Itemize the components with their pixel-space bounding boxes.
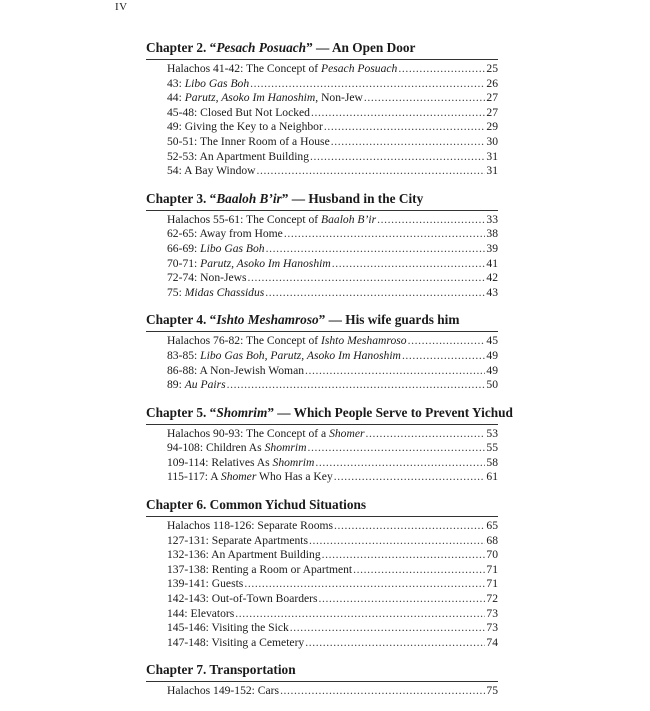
page-number: IV <box>115 1 128 13</box>
chapter-title-it: Pesach Posuach <box>216 40 307 55</box>
chapter-title-pre: Chapter 3. “ <box>146 190 217 206</box>
dot-leader <box>310 150 485 165</box>
dot-leader <box>227 378 486 393</box>
toc-entry-label <box>167 271 247 286</box>
dot-leader <box>248 271 486 286</box>
toc-entry-label <box>167 77 249 92</box>
toc-entry[interactable] <box>167 621 498 636</box>
dot-leader <box>311 106 485 121</box>
dot-leader <box>334 519 485 534</box>
toc-entry-label-pre: 44: <box>167 91 185 105</box>
toc-entry-label <box>167 456 314 471</box>
toc-page-number: 41 <box>486 256 498 270</box>
toc-entry[interactable] <box>167 227 498 242</box>
toc-page-number: 73 <box>486 606 498 620</box>
chapter-title-it: Ishto Meshamroso <box>216 312 319 328</box>
toc-entry[interactable] <box>167 349 498 364</box>
toc-page-number: 42 <box>486 271 498 285</box>
chapter-section <box>146 662 498 699</box>
toc-entry-label-it: Parutz, Asoko Im Hanoshim <box>200 256 331 270</box>
toc-entry-label-it: Shomer <box>329 426 365 440</box>
toc-entry-label <box>167 213 376 228</box>
toc-entry[interactable] <box>167 607 498 622</box>
toc-entry-label-it: Shomrim <box>272 455 315 469</box>
toc-entry[interactable] <box>167 91 498 106</box>
toc-entry-label-pre: 132-136: An Apartment Building <box>167 548 321 562</box>
dot-leader <box>235 607 485 622</box>
dot-leader <box>332 257 486 272</box>
toc-page-number: 30 <box>486 134 498 148</box>
chapter-title <box>146 40 498 60</box>
dot-leader <box>250 77 485 92</box>
toc-entry[interactable] <box>167 592 498 607</box>
toc-entry-label-pre: 49: Giving the Key to a Neighbor <box>167 120 323 134</box>
toc-entry[interactable] <box>167 150 498 165</box>
toc-page-number: 53 <box>486 426 498 440</box>
toc-page-number: 27 <box>486 105 498 119</box>
toc-entry[interactable] <box>167 364 498 379</box>
toc-entry[interactable] <box>167 62 498 77</box>
toc-page-number: 73 <box>486 621 498 635</box>
toc-entry-label-pre: 75: <box>167 285 185 299</box>
dot-leader <box>315 456 485 471</box>
toc-entry[interactable] <box>167 135 498 150</box>
toc-entry-label-pre: Halachos 149-152: Cars <box>167 684 280 698</box>
toc-entry-label-pre: Halachos 118-126: Separate Rooms <box>167 519 334 533</box>
dot-leader <box>322 548 486 563</box>
toc-page-number: 33 <box>486 212 498 226</box>
dot-leader <box>365 427 485 442</box>
toc-entry-label <box>167 534 308 549</box>
toc-entry-label-it: Libo Gas Boh <box>184 76 250 90</box>
chapter-title-post: ” — Husband in the City <box>281 190 424 206</box>
toc-entry[interactable] <box>167 106 498 121</box>
toc-entry-label <box>167 135 330 150</box>
toc-entry[interactable] <box>167 684 498 699</box>
chapter-section <box>146 40 498 179</box>
toc-entry-label <box>167 164 256 179</box>
toc-page-number: 29 <box>486 120 498 134</box>
dot-leader <box>398 62 485 77</box>
toc-page-number: 61 <box>486 470 498 484</box>
dot-leader <box>284 227 486 242</box>
toc-entry-label-post: Who Has a Key <box>256 470 333 484</box>
toc-entry-label-pre: 62-65: Away from Home <box>167 227 283 241</box>
toc-entry[interactable] <box>167 286 498 301</box>
toc-page-number: 72 <box>486 592 498 606</box>
toc-entry-label <box>167 91 363 106</box>
toc-entry[interactable] <box>167 334 498 349</box>
toc-entry-label-pre: 86-88: A Non-Jewish Woman <box>167 363 305 377</box>
toc-page-number: 49 <box>486 363 498 377</box>
toc-entry-label-pre: 127-131: Separate Apartments <box>167 533 309 547</box>
chapter-title-post: ” — His wife guards him <box>318 312 460 328</box>
dot-leader <box>408 334 486 349</box>
toc-entry-label-pre: 72-74: Non-Jews <box>167 271 247 285</box>
toc-entry-label-pre: 83-85: <box>167 348 201 362</box>
chapter-title-pre: Chapter 6. Common Yichud Situations <box>146 497 367 513</box>
toc-entry[interactable] <box>167 271 498 286</box>
toc-page-number: 58 <box>486 455 498 469</box>
toc-entry-label-pre: 43: <box>167 76 185 90</box>
toc-entry[interactable] <box>167 378 498 393</box>
dot-leader <box>305 364 485 379</box>
toc-page-number: 27 <box>486 91 498 105</box>
dot-leader <box>265 286 485 301</box>
dot-leader <box>402 349 485 364</box>
toc-entry[interactable] <box>167 427 498 442</box>
toc-entry[interactable] <box>167 242 498 257</box>
toc-page-number: 55 <box>486 441 498 455</box>
toc-entry-label-pre: Halachos 76-82: The Concept of <box>167 334 322 348</box>
toc-entry-label-pre: 145-146: Visiting the Sick <box>167 621 289 635</box>
toc-entry-label-pre: 94-108: Children As <box>167 441 265 455</box>
toc-entry-label <box>167 621 289 636</box>
dot-leader <box>257 164 486 179</box>
toc-entry-label <box>167 563 352 578</box>
toc-entry[interactable] <box>167 213 498 228</box>
chapter-section <box>146 404 513 485</box>
toc-entry-label <box>167 607 234 622</box>
toc-entry-label <box>167 120 323 135</box>
toc-entry-label <box>167 470 333 485</box>
toc-entry-label <box>167 150 309 165</box>
toc-page-number: 39 <box>486 241 498 255</box>
toc-entry-label-it: Parutz, Asoko Im Hanoshim <box>184 91 316 105</box>
toc-entry-label-pre: Halachos 41-42: The Concept of <box>167 62 322 75</box>
chapter-section <box>146 497 498 650</box>
dot-leader <box>324 120 486 135</box>
dot-leader <box>331 135 486 150</box>
toc-entry-label-pre: 54: A Bay Window <box>167 164 256 178</box>
toc-entry-label-it: Libo Gas Boh <box>200 241 265 255</box>
toc-entry-label <box>167 684 279 699</box>
dot-leader <box>244 577 485 592</box>
toc-entry[interactable] <box>167 636 498 651</box>
chapter-title-pre: Chapter 7. Transportation <box>146 662 296 678</box>
toc-entry-label-pre: Halachos 90-93: The Concept of a <box>167 426 330 440</box>
toc-entry-label <box>167 62 397 77</box>
chapter-title-pre: Chapter 2. “ <box>146 40 217 55</box>
dot-leader <box>280 684 485 699</box>
toc-page-number: 68 <box>486 533 498 547</box>
dot-leader <box>364 91 485 106</box>
toc-entry[interactable] <box>167 441 498 456</box>
dot-leader <box>290 621 486 636</box>
chapter-title-it: Shomrim <box>216 404 268 420</box>
toc-page-number: 25 <box>486 62 498 75</box>
chapter-title-pre: Chapter 4. “ <box>146 312 217 328</box>
toc-entry-label-pre: 52-53: An Apartment Building <box>167 149 310 163</box>
dot-leader <box>334 470 486 485</box>
toc-entry-label-pre: 70-71: <box>167 256 201 270</box>
toc-entry-label <box>167 257 331 272</box>
toc-entry-label-pre: 89: <box>167 378 185 392</box>
toc-entry-label-pre: Halachos 55-61: The Concept of <box>167 212 322 226</box>
toc-page-number: 31 <box>486 149 498 163</box>
chapter-section <box>146 312 498 392</box>
chapter-title-it: Baaloh B’ir <box>216 190 282 206</box>
toc-page-number: 49 <box>486 348 498 362</box>
toc-entry[interactable] <box>167 120 498 135</box>
chapter-title-pre: Chapter 5. “ <box>146 404 217 420</box>
toc-page-number: 75 <box>486 684 498 698</box>
toc-entry-label-it: Pesach Posuach <box>321 62 398 75</box>
toc-page-number: 65 <box>486 519 498 533</box>
toc-entry-label-it: Midas Chassidus <box>184 285 265 299</box>
toc-entry-label-it: Libo Gas Boh, Parutz, Asoko Im Hanoshim <box>200 348 401 362</box>
toc-entry[interactable] <box>167 77 498 92</box>
chapter-title <box>146 662 498 682</box>
toc-entry-label-it: Shomrim <box>264 441 307 455</box>
toc-entry-label-pre: 66-69: <box>167 241 201 255</box>
dot-leader <box>353 563 485 578</box>
toc-entry-label <box>167 334 407 349</box>
toc-entry-label <box>167 378 226 393</box>
toc-entry-label <box>167 636 304 651</box>
toc-entry[interactable] <box>167 577 498 592</box>
toc-entry-label-it: Baaloh B’ir <box>321 212 377 226</box>
toc-entry-label <box>167 441 306 456</box>
toc-entry-label <box>167 364 304 379</box>
toc-entry-label-it: Ishto Meshamroso <box>321 334 407 348</box>
toc-entry-label <box>167 106 310 121</box>
chapter-title-post: ” — Which People Serve to Prevent Yichud <box>267 404 513 420</box>
toc-entry-label <box>167 427 364 442</box>
chapter-title <box>146 191 498 211</box>
toc-entry[interactable] <box>167 164 498 179</box>
toc-entry-label-pre: 115-117: A <box>167 470 221 484</box>
toc-page-number: 31 <box>486 164 498 178</box>
dot-leader <box>377 213 485 228</box>
toc-entry-label-pre: 142-143: Out-of-Town Boarders <box>167 592 318 606</box>
chapter-section <box>146 191 498 301</box>
toc-entry-label <box>167 548 321 563</box>
chapter-title-post: ” — An Open Door <box>306 40 416 55</box>
chapter-title <box>146 497 498 517</box>
toc-page-number: 70 <box>486 548 498 562</box>
toc-entry[interactable] <box>167 456 498 471</box>
toc-entry-label <box>167 242 265 257</box>
chapter-title <box>146 404 513 425</box>
dot-leader <box>305 636 485 651</box>
toc-page-number: 43 <box>486 285 498 299</box>
toc-entry-label-pre: 50-51: The Inner Room of a House <box>167 134 330 148</box>
toc-entry-label-pre: 144: Elevators <box>167 606 235 620</box>
chapter-title <box>146 312 498 332</box>
toc-page-number: 38 <box>486 227 498 241</box>
toc-page-number: 45 <box>486 334 498 348</box>
toc-entry-label <box>167 227 283 242</box>
toc-page-number: 74 <box>486 635 498 649</box>
toc-entry[interactable] <box>167 534 498 549</box>
toc-page-number: 71 <box>486 562 498 576</box>
toc-entry-label-pre: 45-48: Closed But Not Locked <box>167 105 310 119</box>
toc-entry-label-it: Shomer <box>220 470 257 484</box>
toc-entry-label-pre: 137-138: Renting a Room or Apartment <box>167 562 353 576</box>
toc-entry-label <box>167 592 318 607</box>
toc-entry-label-it: Au Pairs <box>184 378 226 392</box>
toc-entry-label <box>167 577 243 592</box>
toc-entry-label-pre: 109-114: Relatives As <box>167 455 273 469</box>
toc-page-number: 71 <box>486 577 498 591</box>
dot-leader <box>309 534 485 549</box>
toc-entry-label-pre: 147-148: Visiting a Cemetery <box>167 635 305 649</box>
toc-entry-label <box>167 519 333 534</box>
toc-entry-label <box>167 349 401 364</box>
toc-entry[interactable] <box>167 548 498 563</box>
toc-entry[interactable] <box>167 257 498 272</box>
toc-entry-label <box>167 286 264 301</box>
toc-page-number: 26 <box>486 76 498 90</box>
dot-leader <box>319 592 486 607</box>
dot-leader <box>266 242 486 257</box>
dot-leader <box>307 441 485 456</box>
toc-entry-label-post: , Non-Jew <box>315 91 363 105</box>
toc-entry[interactable] <box>167 519 498 534</box>
toc-entry[interactable] <box>167 470 498 485</box>
toc-entry-label-pre: 139-141: Guests <box>167 577 244 591</box>
toc-entry[interactable] <box>167 563 498 578</box>
toc-page-number: 50 <box>486 378 498 392</box>
table-of-contents <box>146 40 513 711</box>
